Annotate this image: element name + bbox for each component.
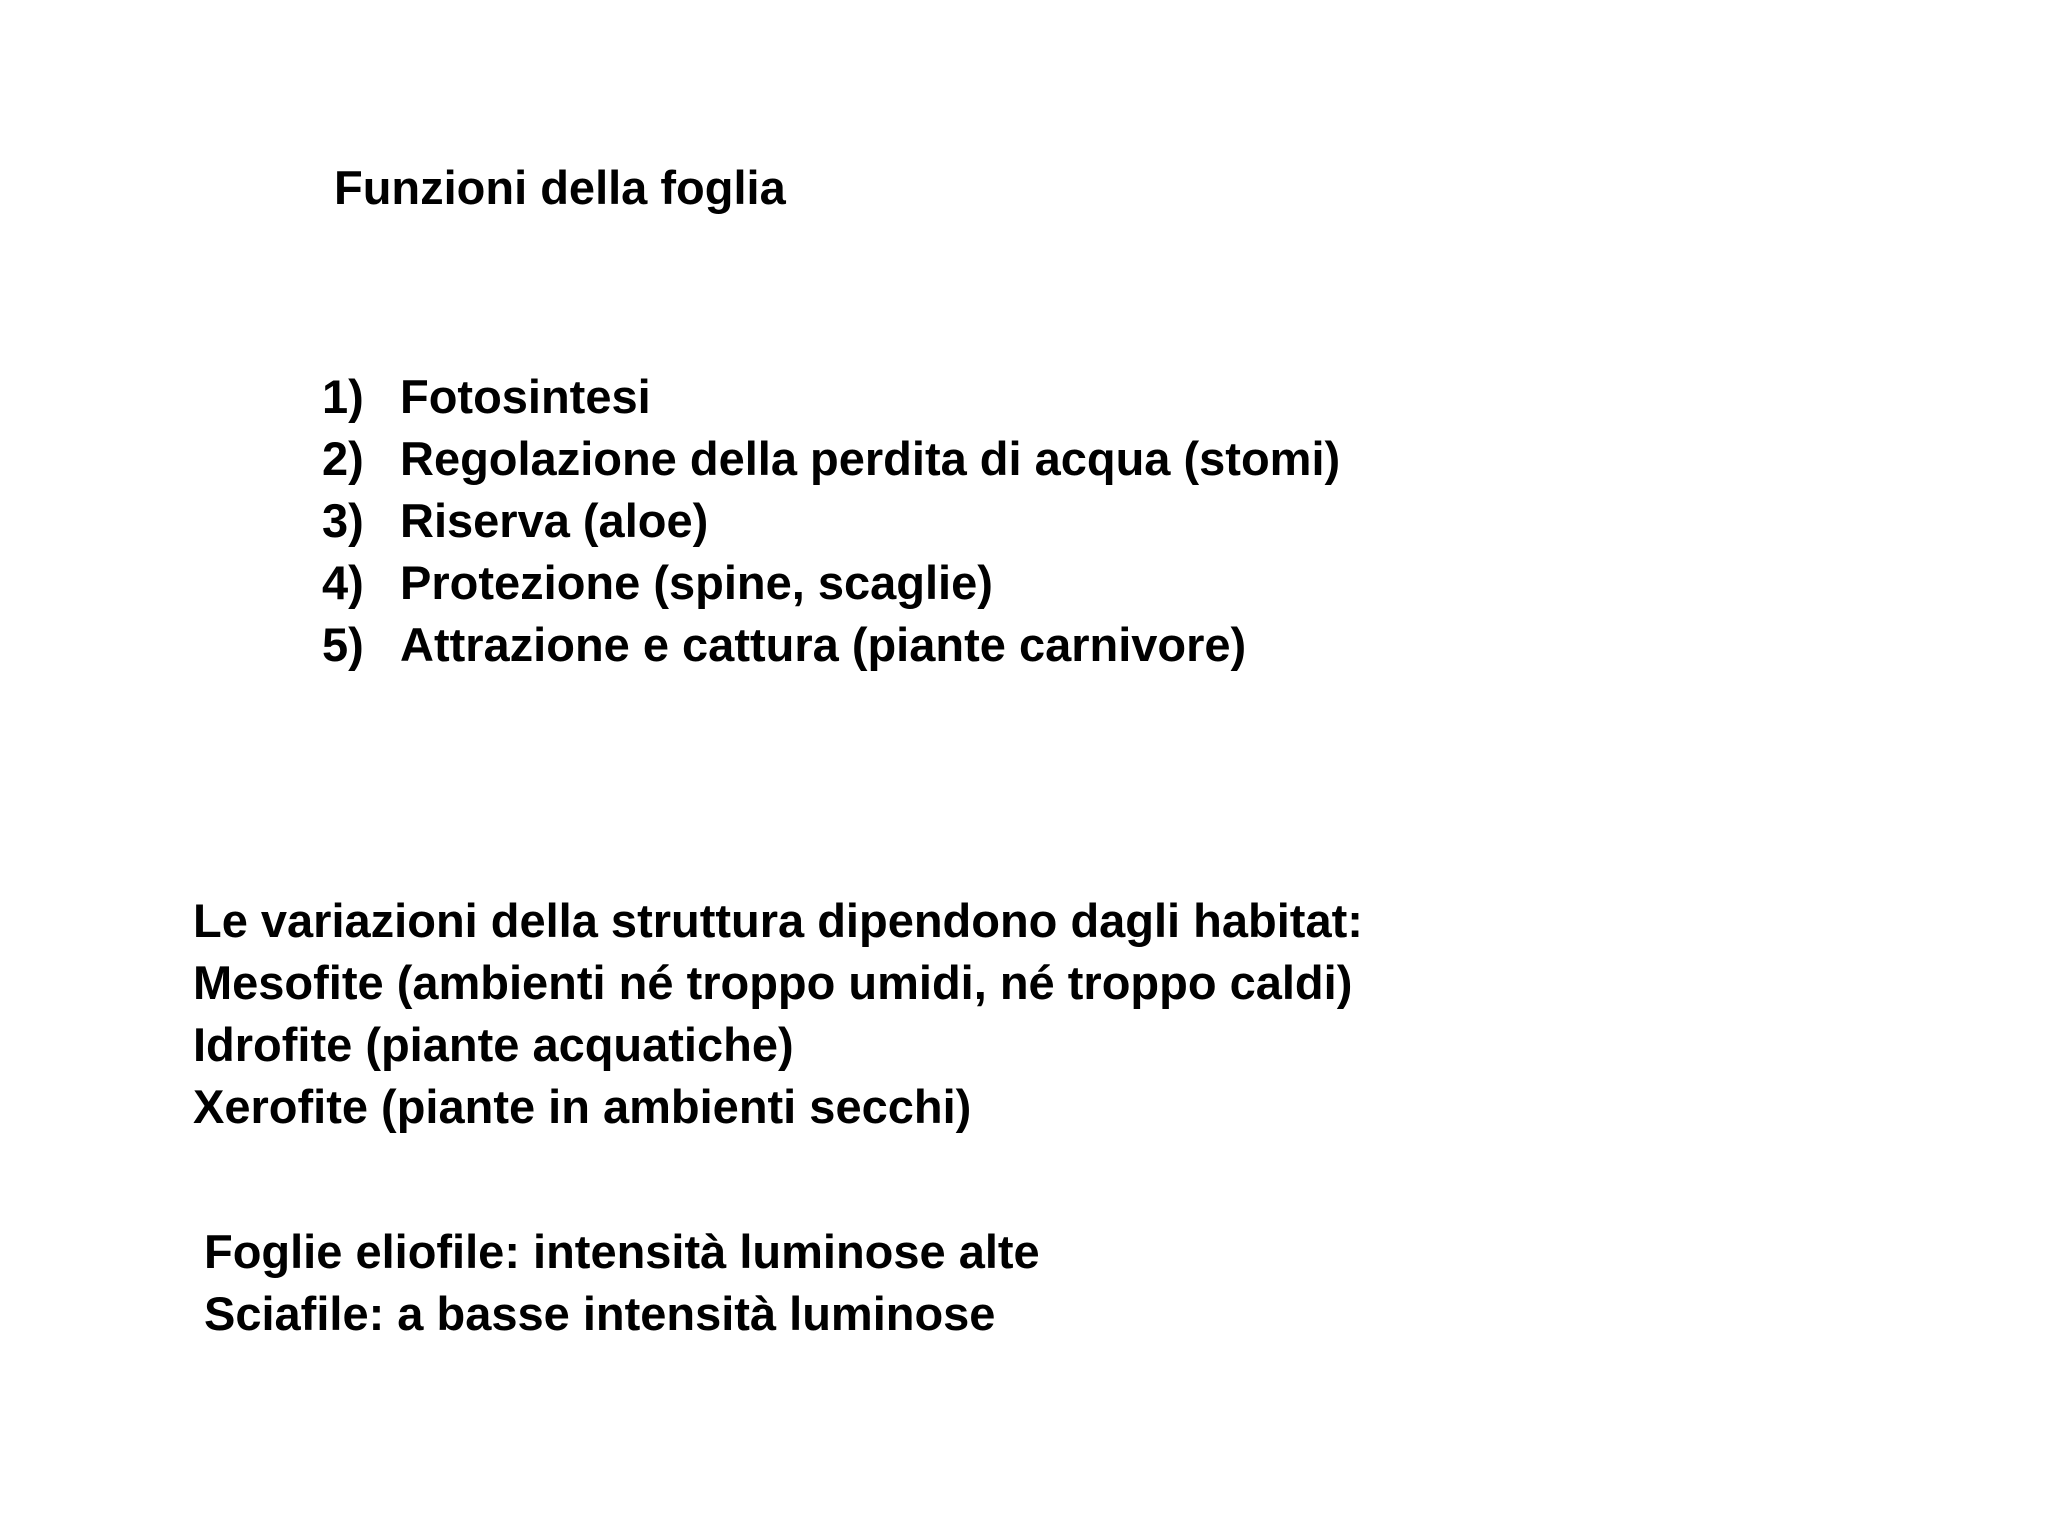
habitat-line: Mesofite (ambienti né troppo umidi, né troppo caldi) [193, 956, 1353, 1009]
habitat-section [193, 890, 1363, 1138]
habitat-line: Xerofite (piante in ambienti secchi) [193, 1080, 972, 1133]
list-item [322, 614, 1340, 676]
list-item-text: Fotosintesi [400, 370, 651, 423]
list-item-text: Protezione (spine, scaglie) [400, 556, 993, 609]
list-item-number: 5) [322, 618, 364, 671]
light-line: Sciafile: a basse intensità luminose [204, 1287, 996, 1340]
list-item-number: 3) [322, 494, 364, 547]
list-item-text: Attrazione e cattura (piante carnivore) [400, 618, 1247, 671]
list-item-number: 4) [322, 556, 364, 609]
list-item [322, 366, 1340, 428]
habitat-line: Idrofite (piante acquatiche) [193, 1018, 794, 1071]
habitat-intro: Le variazioni della struttura dipendono dagli habitat: [193, 894, 1363, 947]
list-item-text: Regolazione della perdita di acqua (stomi) [400, 432, 1341, 485]
list-item-number: 1) [322, 370, 364, 423]
list-item [322, 552, 1340, 614]
functions-list [322, 366, 1340, 676]
light-line: Foglie eliofile: intensità luminose alte [204, 1225, 1040, 1278]
light-section [204, 1221, 1040, 1345]
slide-title: Funzioni della foglia [334, 161, 786, 214]
list-item [322, 428, 1340, 490]
list-item [322, 490, 1340, 552]
list-item-text: Riserva (aloe) [400, 494, 709, 547]
list-item-number: 2) [322, 432, 364, 485]
